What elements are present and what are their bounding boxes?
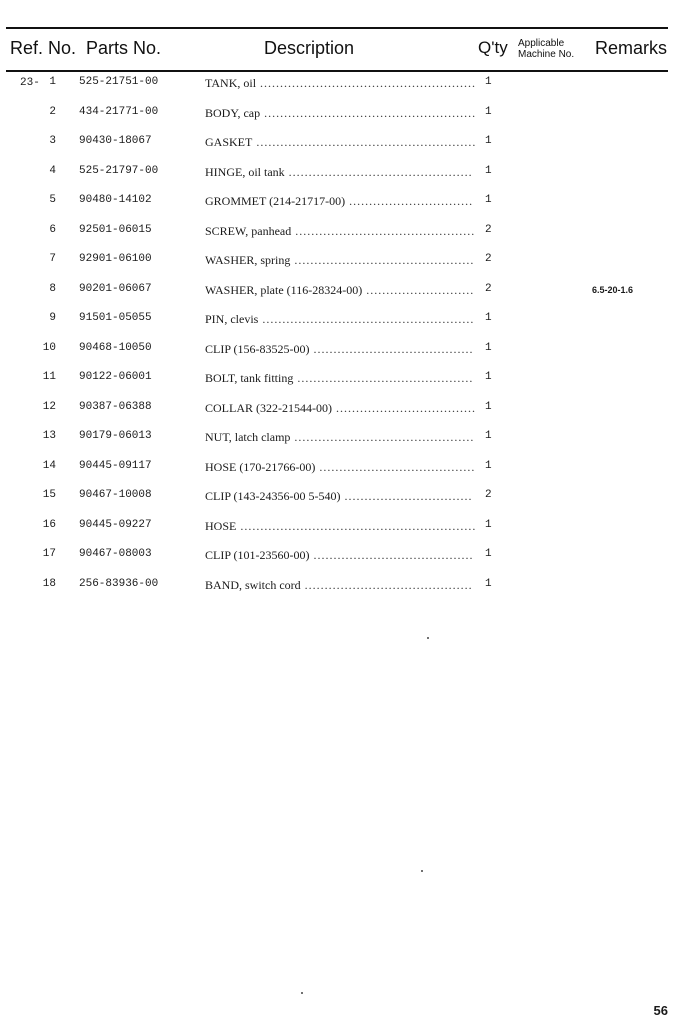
part-number: 434-21771-00	[79, 106, 159, 118]
part-number: 525-21797-00	[79, 165, 159, 177]
quantity: 2	[485, 489, 492, 501]
ref-number: 18	[42, 578, 56, 590]
quantity: 1	[485, 371, 492, 383]
leader-dots: ...................................	[331, 401, 476, 415]
header-applicable-line2: Machine No.	[518, 49, 575, 60]
part-number: 90201-06067	[79, 283, 152, 295]
description	[205, 489, 480, 504]
table-row	[0, 224, 686, 242]
table-row	[0, 106, 686, 124]
quantity: 1	[485, 194, 492, 206]
quantity: 1	[485, 106, 492, 118]
description	[205, 342, 480, 357]
leader-dots: .............................................	[291, 224, 476, 238]
header-applicable-line1: Applicable	[518, 38, 565, 49]
part-number: 90467-10008	[79, 489, 152, 501]
quantity: 1	[485, 135, 492, 147]
description	[205, 460, 480, 475]
table-row	[0, 312, 686, 330]
description-text: SCREW, panhead	[205, 224, 292, 238]
description	[205, 401, 480, 416]
table-row	[0, 135, 686, 153]
page-number: 56	[653, 1003, 668, 1018]
table-row	[0, 253, 686, 271]
description-text: HINGE, oil tank	[205, 165, 285, 179]
quantity: 1	[485, 460, 492, 472]
table-row	[0, 283, 686, 301]
part-number: 91501-05055	[79, 312, 152, 324]
leader-dots: ................................	[340, 489, 473, 503]
remark: 6.5-20-1.6	[592, 285, 634, 295]
description-text: WASHER, plate (116-28324-00)	[205, 283, 363, 297]
part-number: 90467-08003	[79, 548, 152, 560]
ref-number: 4	[49, 165, 56, 177]
description	[205, 165, 480, 180]
ref-number: 15	[42, 489, 56, 501]
print-speck	[301, 992, 303, 994]
header-bottom-rule	[6, 70, 668, 72]
header-description: Description	[264, 38, 355, 58]
header-remarks: Remarks	[595, 38, 668, 58]
leader-dots: .....................................................	[258, 312, 475, 326]
table-row	[0, 194, 686, 212]
part-number: 90430-18067	[79, 135, 152, 147]
description	[205, 548, 480, 563]
leader-dots: .....................................................	[260, 106, 477, 120]
leader-dots: .............................................	[290, 253, 475, 267]
description-text: BODY, cap	[205, 106, 261, 120]
ref-number: 1	[49, 76, 56, 88]
description	[205, 135, 480, 150]
part-number: 92501-06015	[79, 224, 152, 236]
description-text: CLIP (101-23560-00)	[205, 548, 310, 562]
leader-dots: .......................................................	[252, 135, 477, 149]
quantity: 1	[485, 165, 492, 177]
quantity: 1	[485, 312, 492, 324]
table-row	[0, 578, 686, 596]
quantity: 2	[485, 253, 492, 265]
part-number: 90387-06388	[79, 401, 152, 413]
leader-dots: ..........................................	[300, 578, 473, 592]
quantity: 1	[485, 548, 492, 560]
ref-number: 2	[49, 106, 56, 118]
ref-number: 9	[49, 312, 56, 324]
quantity: 1	[485, 578, 492, 590]
part-number: 256-83936-00	[79, 578, 159, 590]
description	[205, 430, 480, 445]
header-top-rule	[6, 27, 668, 29]
description	[205, 253, 480, 268]
group-number: 23-	[20, 77, 40, 89]
table-row	[0, 460, 686, 478]
description	[205, 578, 480, 593]
ref-number: 6	[49, 224, 56, 236]
quantity: 1	[485, 519, 492, 531]
part-number: 90468-10050	[79, 342, 152, 354]
leader-dots: ...........................	[362, 283, 475, 297]
quantity: 2	[485, 224, 492, 236]
part-number: 90445-09117	[79, 460, 152, 472]
table-row	[0, 76, 686, 94]
ref-number: 3	[49, 135, 56, 147]
leader-dots: ........................................	[309, 548, 474, 562]
part-number: 90179-06013	[79, 430, 152, 442]
header-qty: Q'ty	[478, 38, 508, 57]
table-row	[0, 548, 686, 566]
part-number: 90480-14102	[79, 194, 152, 206]
table-row	[0, 401, 686, 419]
part-number: 90122-06001	[79, 371, 152, 383]
description	[205, 312, 480, 327]
leader-dots: .......................................	[315, 460, 476, 474]
leader-dots: ............................................	[293, 371, 474, 385]
description-text: CLIP (143-24356-00 5-540)	[205, 489, 341, 503]
quantity: 1	[485, 76, 492, 88]
ref-number: 12	[42, 401, 56, 413]
description-text: TANK, oil	[205, 76, 257, 90]
leader-dots: ...............................	[345, 194, 474, 208]
description	[205, 224, 480, 239]
description-text: WASHER, spring	[205, 253, 291, 267]
description	[205, 106, 480, 121]
ref-number: 11	[42, 371, 56, 383]
description-text: NUT, latch clamp	[205, 430, 291, 444]
description-text: HOSE (170-21766-00)	[205, 460, 316, 474]
quantity: 1	[485, 401, 492, 413]
header-applicable-machine	[518, 38, 574, 60]
description	[205, 371, 480, 386]
description-text: COLLAR (322-21544-00)	[205, 401, 332, 415]
table-row	[0, 430, 686, 448]
table-row	[0, 165, 686, 183]
ref-number: 13	[42, 430, 56, 442]
quantity: 2	[485, 283, 492, 295]
leader-dots: ..............................................	[284, 165, 473, 179]
quantity: 1	[485, 342, 492, 354]
part-number: 92901-06100	[79, 253, 152, 265]
ref-number: 16	[42, 519, 56, 531]
ref-number: 5	[49, 194, 56, 206]
leader-dots: ........................................	[309, 342, 474, 356]
description	[205, 194, 480, 209]
table-row	[0, 342, 686, 360]
description	[205, 283, 480, 298]
ref-number: 8	[49, 283, 56, 295]
table-row	[0, 519, 686, 537]
ref-number: 14	[42, 460, 56, 472]
description-text: BAND, switch cord	[205, 578, 301, 592]
table-row	[0, 489, 686, 507]
quantity: 1	[485, 430, 492, 442]
description	[205, 519, 480, 534]
ref-number: 10	[42, 342, 56, 354]
print-speck	[421, 870, 423, 872]
table-row	[0, 371, 686, 389]
description-text: CLIP (156-83525-00)	[205, 342, 310, 356]
leader-dots: .............................................	[290, 430, 475, 444]
ref-number: 7	[49, 253, 56, 265]
leader-dots: ...........................................................	[236, 519, 477, 533]
description-text: GASKET	[205, 135, 253, 149]
header-ref-no: Ref. No.	[10, 38, 77, 58]
print-speck	[427, 637, 429, 639]
description-text: BOLT, tank fitting	[205, 371, 294, 385]
description-text: GROMMET (214-21717-00)	[205, 194, 346, 208]
leader-dots: ......................................................	[256, 76, 477, 90]
part-number: 525-21751-00	[79, 76, 159, 88]
description-text: HOSE	[205, 519, 237, 533]
part-number: 90445-09227	[79, 519, 152, 531]
header-parts-no: Parts No.	[86, 38, 162, 58]
description-text: PIN, clevis	[205, 312, 259, 326]
description	[205, 76, 480, 91]
ref-number: 17	[42, 548, 56, 560]
